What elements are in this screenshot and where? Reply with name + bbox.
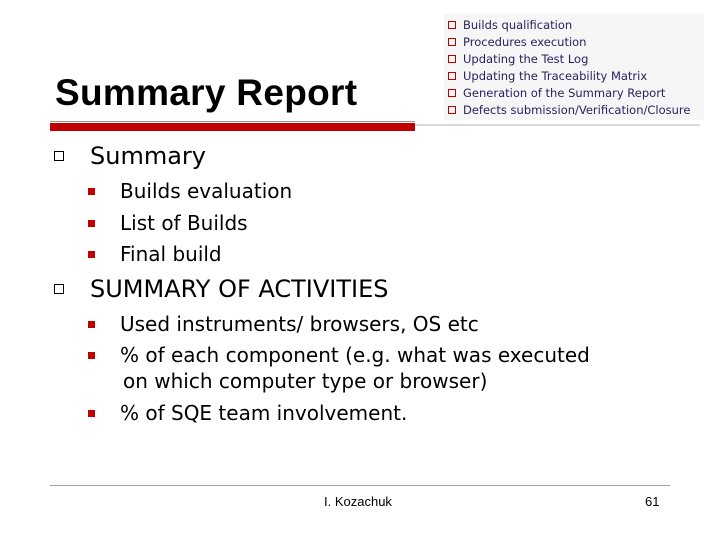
process-item (448, 84, 665, 101)
process-item-label: Updating the Test Log (463, 51, 589, 66)
page-number: 61 (645, 494, 660, 509)
title-accent-bar (50, 123, 415, 131)
sub-bullet-label: Final build (120, 242, 222, 266)
process-item-label: Generation of the Summary Report (463, 85, 666, 100)
hollow-square-bullet-icon (54, 284, 64, 294)
checkbox-icon (448, 89, 456, 97)
process-item-label: Updating the Traceability Matrix (463, 68, 648, 83)
bullet-activities-label: SUMMARY OF ACTIVITIES (90, 275, 389, 303)
checkbox-icon (448, 55, 456, 63)
checkbox-icon (448, 21, 456, 29)
red-square-bullet-icon (88, 251, 95, 258)
title-rule-line (50, 121, 415, 122)
checkbox-icon (448, 72, 456, 80)
sub-bullet-label: List of Builds (120, 211, 248, 235)
process-item-label: Defects submission/Verification/Closure (463, 102, 691, 117)
bullet-summary-label: Summary (90, 142, 206, 170)
sub-bullet (88, 343, 590, 367)
checkbox-icon (448, 106, 456, 114)
bullet-summary-of-activities (54, 275, 389, 303)
title-rule-extension (415, 124, 700, 126)
sub-bullet (88, 211, 248, 235)
footer-author: I. Kozachuk (324, 494, 392, 509)
checkbox-icon (448, 38, 456, 46)
process-item (448, 101, 690, 118)
hollow-square-bullet-icon (54, 151, 64, 161)
process-checklist (444, 14, 704, 120)
process-item-label: Builds qualification (463, 17, 573, 32)
red-square-bullet-icon (88, 188, 95, 195)
sub-bullet-label: Builds evaluation (120, 179, 293, 203)
red-square-bullet-icon (88, 220, 95, 227)
sub-bullet-label: Used instruments/ browsers, OS etc (120, 312, 479, 336)
process-item (448, 50, 588, 67)
process-item (448, 16, 572, 33)
process-item (448, 33, 586, 50)
red-square-bullet-icon (88, 321, 95, 328)
footer-rule (50, 485, 670, 486)
sub-bullet (88, 312, 479, 336)
red-square-bullet-icon (88, 410, 95, 417)
process-item (448, 67, 647, 84)
red-square-bullet-icon (88, 352, 95, 359)
bullet-summary (54, 142, 206, 170)
sub-bullet-label: % of each component (e.g. what was executed (120, 343, 590, 367)
sub-bullet-label: % of SQE team involvement. (120, 401, 408, 425)
slide-title: Summary Report (55, 72, 358, 113)
sub-bullet-continuation: on which computer type or browser) (123, 369, 488, 393)
process-item-label: Procedures execution (463, 34, 587, 49)
sub-bullet (88, 401, 407, 425)
sub-bullet (88, 179, 292, 203)
sub-bullet (88, 242, 222, 266)
